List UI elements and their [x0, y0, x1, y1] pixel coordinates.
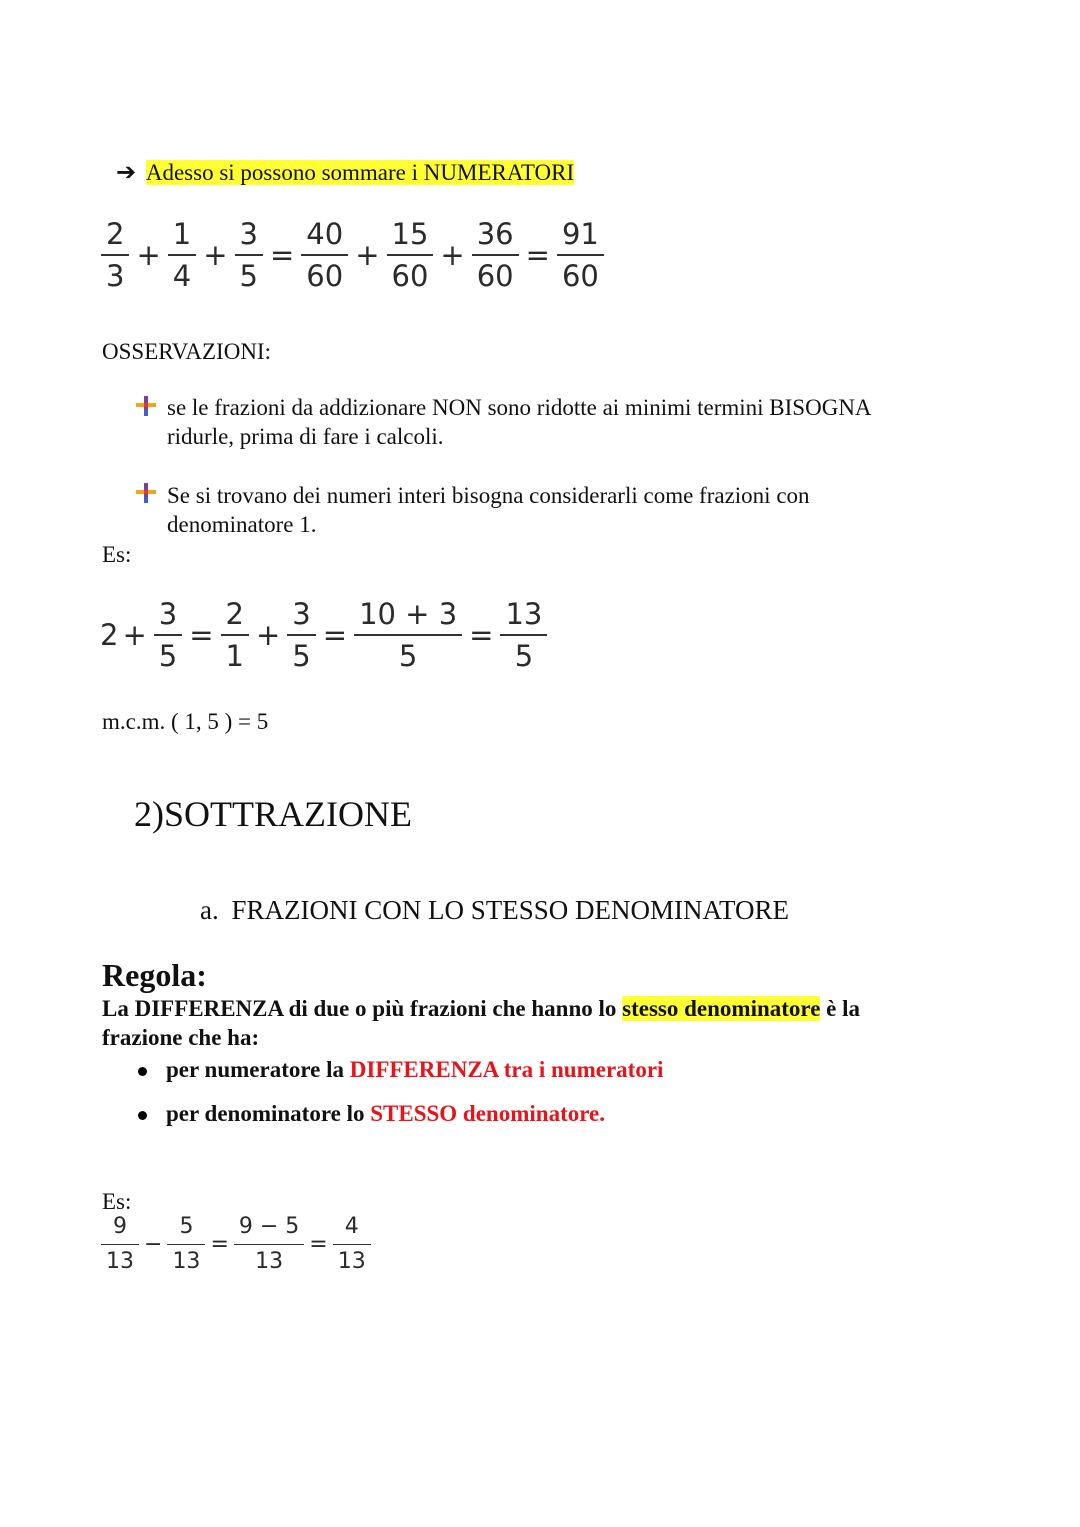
operator: =: [322, 618, 348, 652]
operator: +: [255, 618, 281, 652]
operator: +: [203, 238, 228, 272]
sub-heading-label: a.: [200, 895, 219, 925]
right-arrow-icon: ➔: [116, 158, 137, 186]
fraction: $\frac{4}{13}$: [333, 1210, 371, 1279]
bullet-dot-icon: [138, 1067, 147, 1076]
intro-arrow-line: [116, 158, 574, 187]
operator: =: [309, 1231, 328, 1257]
operator: =: [469, 618, 494, 652]
fraction: $\frac{1}{4}$: [168, 214, 196, 296]
example-label: Es:: [102, 542, 132, 567]
fraction: $\frac{3}{5}$: [235, 214, 263, 296]
fraction: $\frac{2}{1}$: [221, 594, 249, 676]
addition-equation: [98, 214, 607, 296]
operator: =: [525, 238, 550, 272]
fraction: $\frac{40}{60}$: [301, 214, 348, 296]
rule-text: La DIFFERENZA di due o più frazioni che hanno lo stesso denominatore è la frazione che ha:: [102, 996, 861, 1050]
observation-item: se le frazioni da addizionare NON sono ridotte ai minimi termini BISOGNA ridurle, prima di fare i calcoli.: [167, 395, 872, 449]
sub-heading-text: FRAZIONI CON LO STESSO DENOMINATORE: [231, 895, 790, 925]
fraction: $\frac{15}{60}$: [387, 214, 434, 296]
bullet-dot-icon: [138, 1111, 147, 1120]
fraction: $\frac{3}{5}$: [287, 594, 315, 676]
fraction: $\frac{5}{13}$: [167, 1210, 205, 1279]
mcm-line: m.c.m. ( 1, 5 ) = 5: [102, 709, 269, 734]
example-label: Es:: [102, 1189, 132, 1214]
fraction: $\frac{9}{13}$: [101, 1210, 139, 1279]
operator: =: [189, 618, 214, 652]
plus-sign-bullet-icon: [135, 482, 157, 504]
rule-bullet: per numeratore la DIFFERENZA tra i numeratori: [138, 1055, 663, 1084]
operator: +: [440, 238, 465, 272]
fraction: $\frac{3}{5}$: [154, 594, 182, 676]
section-heading: 2)SOTTRAZIONE: [134, 794, 412, 834]
osservazioni-title: OSSERVAZIONI:: [102, 339, 271, 364]
rule-bullet: per denominatore lo STESSO denominatore.: [138, 1099, 605, 1128]
operator: +: [136, 238, 161, 272]
fraction: $\frac{91}{60}$: [557, 214, 604, 296]
whole-number: 2: [100, 618, 119, 652]
operator: =: [210, 1231, 229, 1257]
plus-sign-bullet-icon: [135, 395, 157, 417]
subtraction-equation: [98, 1210, 374, 1279]
rule-title: Regola:: [102, 957, 207, 993]
operator: =: [269, 238, 295, 272]
operator: +: [355, 238, 380, 272]
fraction: $\frac{2}{3}$: [101, 214, 129, 296]
fraction: $\frac{36}{60}$: [472, 214, 519, 296]
operator: −: [144, 1231, 163, 1257]
fraction: $\frac{9 - 5}{13}$: [234, 1210, 304, 1279]
sub-heading: [200, 893, 789, 927]
whole-number-equation: [100, 594, 550, 676]
observation-item: Se si trovano dei numeri interi bisogna considerarli come frazioni con denominatore 1.: [167, 483, 810, 537]
operator: +: [122, 618, 147, 652]
rule-highlight: stesso denominatore: [622, 996, 821, 1021]
intro-highlight-text: Adesso si possono sommare i NUMERATORI: [145, 160, 575, 185]
fraction: $\frac{13}{5}$: [500, 594, 547, 676]
fraction: $\frac{10 + 3}{5}$: [354, 594, 462, 676]
